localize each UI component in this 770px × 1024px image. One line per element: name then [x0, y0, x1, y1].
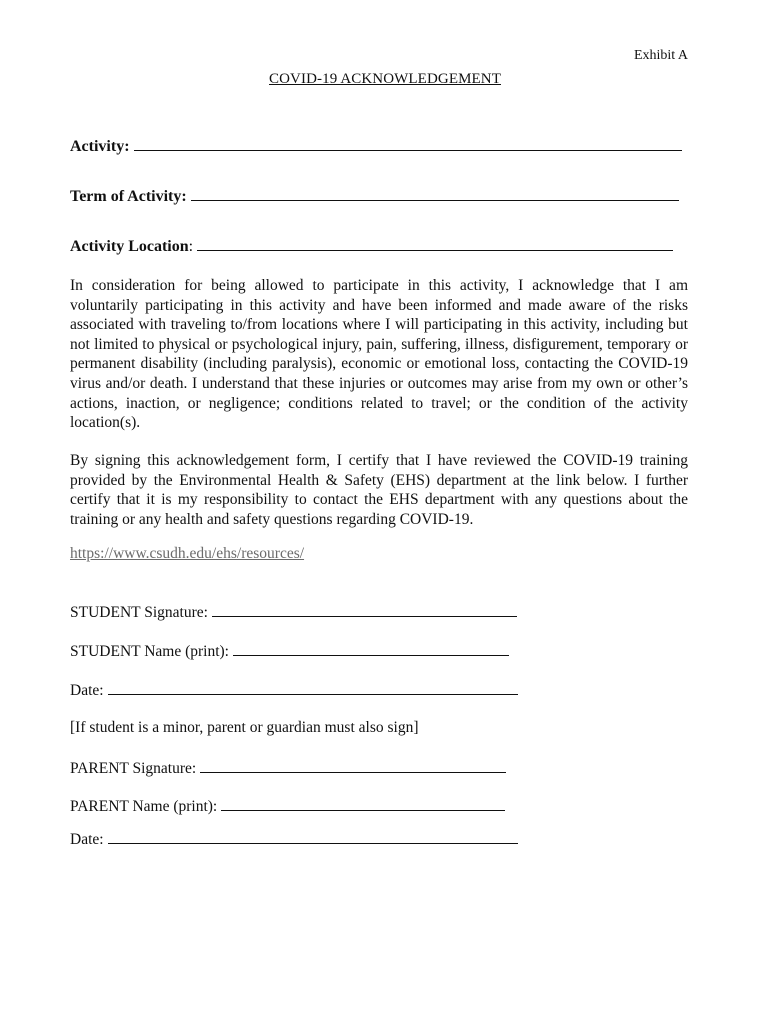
- student-date-line[interactable]: [108, 681, 518, 695]
- consideration-paragraph: In consideration for being allowed to participate in this activity, I acknowledge that I am voluntarily participating in this activity and have been informed and made aware of the risks associated with traveling to/from locations where I will participating in this activity, including but not limited to physical or psychological injury, pain, suffering, illness, disfigurement, temporary or permanent disability (including paralysis), economic or emotional loss, contacting the COVID-19 virus and/or death. I understand that these injuries or outcomes may arise from my own or other’s actions, inaction, or negligence; conditions related to travel; or the condition of the activity location(s).: [70, 277, 688, 432]
- term-of-activity-field: [70, 187, 679, 206]
- activity-label: Activity:: [70, 138, 130, 155]
- activity-field: [70, 137, 682, 156]
- activity-location-blank-line[interactable]: [197, 237, 673, 251]
- certification-paragraph: By signing this acknowledgement form, I certify that I have reviewed the COVID-19 training provided by the Environmental Health & Safety (EHS) department at the link below. I further certify that it is my responsibility to contact the EHS department with any questions about the training or any health and safety questions regarding COVID-19.: [70, 452, 688, 528]
- parent-signature-field: [70, 759, 506, 778]
- minor-note: [If student is a minor, parent or guardian must also sign]: [70, 719, 419, 736]
- parent-name-field: [70, 797, 505, 816]
- parent-signature-label: PARENT Signature:: [70, 760, 197, 777]
- student-signature-line[interactable]: [212, 603, 517, 617]
- parent-date-field: [70, 830, 518, 849]
- ehs-resources-link[interactable]: https://www.csudh.edu/ehs/resources/: [70, 545, 305, 562]
- term-of-activity-label: Term of Activity:: [70, 188, 187, 205]
- student-signature-label: STUDENT Signature:: [70, 604, 208, 621]
- student-name-line[interactable]: [233, 642, 509, 656]
- parent-name-line[interactable]: [221, 797, 505, 811]
- term-of-activity-blank-line[interactable]: [191, 187, 679, 201]
- parent-date-label: Date:: [70, 831, 104, 848]
- activity-location-field: [70, 237, 673, 256]
- student-signature-field: [70, 603, 517, 622]
- parent-date-line[interactable]: [108, 830, 518, 844]
- document-title: COVID-19 ACKNOWLEDGEMENT: [269, 71, 501, 87]
- parent-name-label: PARENT Name (print):: [70, 798, 218, 815]
- student-date-field: [70, 681, 518, 700]
- activity-blank-line[interactable]: [134, 137, 682, 151]
- activity-location-label: Activity Location:: [70, 238, 194, 255]
- parent-signature-line[interactable]: [200, 759, 506, 773]
- student-date-label: Date:: [70, 682, 104, 699]
- student-name-field: [70, 642, 509, 661]
- exhibit-label: Exhibit A: [633, 48, 688, 63]
- student-name-label: STUDENT Name (print):: [70, 643, 229, 660]
